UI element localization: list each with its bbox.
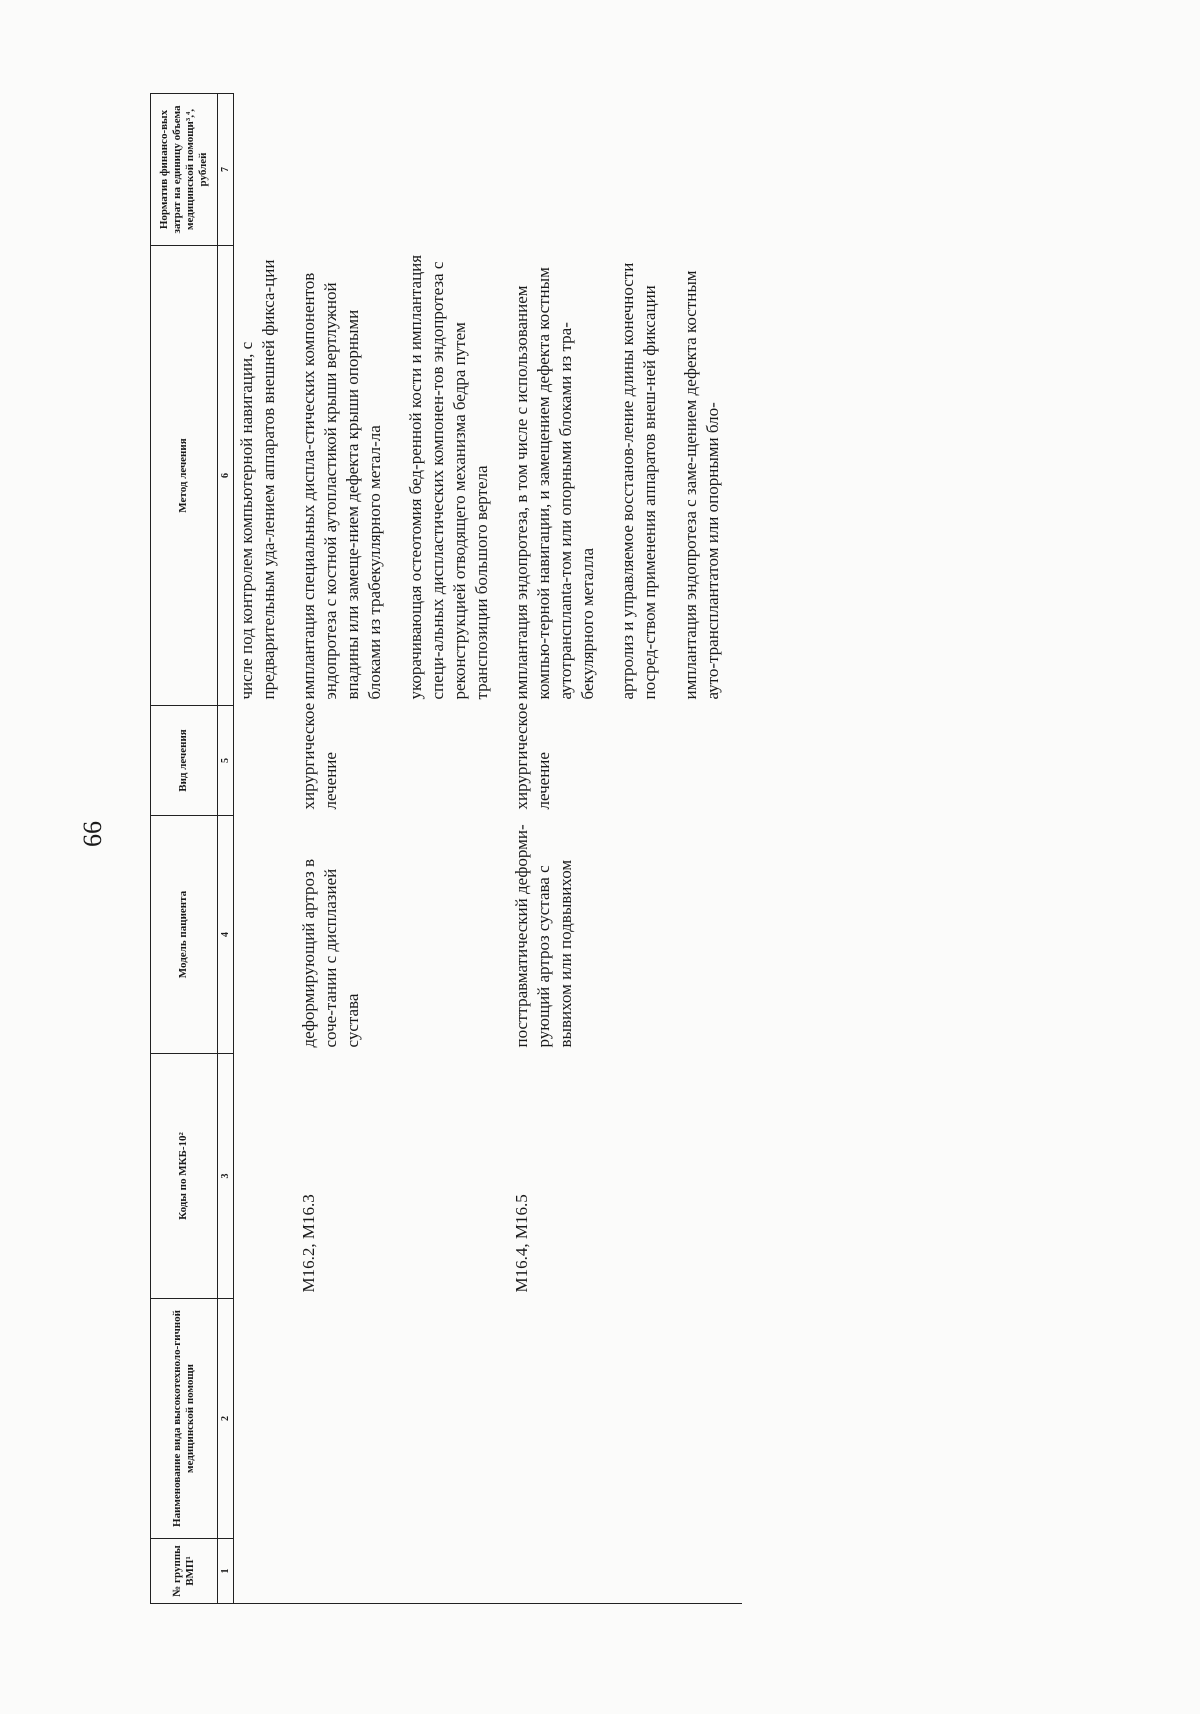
patient-model-cell: посттравматический деформи-рующий артроз сустава с вывихом или подвывихом: [511, 824, 576, 1048]
column-number: 6: [218, 246, 234, 706]
column-number: 7: [218, 94, 234, 246]
header-icd-codes: Коды по МКБ-10²: [151, 1054, 218, 1299]
method-item: числе под контролем компьютерной навигации, с предварительным уда-лением аппаратов внешней фикса-ции: [237, 259, 279, 700]
method-item: имплантация эндопротеза с заме-щением дефекта костным ауто-трансплантатом или опорными бло-: [680, 270, 722, 700]
treatment-type-cell: хирургическое лечение: [299, 702, 341, 810]
header-cost-norm: Норматив финансо-вых затрат на единицу объема медицинской помощи³,⁴, рублей: [151, 94, 218, 246]
treatment-method-cell: [234, 246, 299, 706]
header-treatment-type: Вид лечения: [151, 706, 218, 816]
treatment-method-cell: [511, 246, 742, 706]
column-number: 1: [218, 1539, 234, 1604]
method-item: имплантация специальных диспла-стических компонентов эндопротеза с костной аутопластикой крыши вертлужной впадины или замеще-нием дефекта крыши опорными блоками из трабекуллярного метал-ла: [299, 272, 385, 700]
column-number-row: [218, 94, 234, 1604]
column-number: 5: [218, 706, 234, 816]
header-patient-model: Модель пациента: [151, 816, 218, 1054]
page-number: 66: [78, 821, 107, 847]
header-treatment-method: Метод лечения: [151, 246, 218, 706]
header-group-number: № группы ВМП¹: [151, 1539, 218, 1604]
treatment-type-cell: хирургическое лечение: [511, 702, 554, 810]
patient-model-cell: [234, 816, 299, 1054]
method-item: артролиз и управляемое восстанов-ление длины конечности посред-ством применения аппаратов внеш-ней фиксации: [618, 262, 660, 700]
icd-codes-cell: M16.2, M16.3: [299, 1194, 319, 1293]
table-row: [511, 94, 742, 1604]
table-row: [234, 94, 299, 1604]
column-number: 3: [218, 1054, 234, 1299]
column-number: 4: [218, 816, 234, 1054]
header-vmp-name: Наименование вида высокотехноло-гичной медицинской помощи: [151, 1299, 218, 1539]
method-item: имплантация эндопротеза, в том числе с использованием компью-терной навигации, и замещением дефекта костным аутотрансплanta-том или опорными блоками из тра-бекулярного металла: [511, 267, 598, 700]
vmp-table: [150, 93, 742, 1604]
header-row: [151, 94, 218, 1604]
column-number: 2: [218, 1299, 234, 1539]
treatment-type-cell: [234, 706, 299, 816]
method-item: укорачивающая остеотомия бед-ренной кости и имплантация специ-альных диспластических компонен-тов эндопротеза с реконструкцией отводящего механизма бедра путем транспозиции большого вертела: [405, 254, 491, 700]
table-row: [298, 94, 511, 1604]
patient-model-cell: деформирующий артроз в соче-тании с дисплазией сустава: [299, 859, 363, 1048]
icd-codes-cell: M16.4, M16.5: [511, 1194, 531, 1293]
treatment-method-cell: [298, 246, 511, 706]
icd-codes-cell: [234, 1054, 299, 1299]
